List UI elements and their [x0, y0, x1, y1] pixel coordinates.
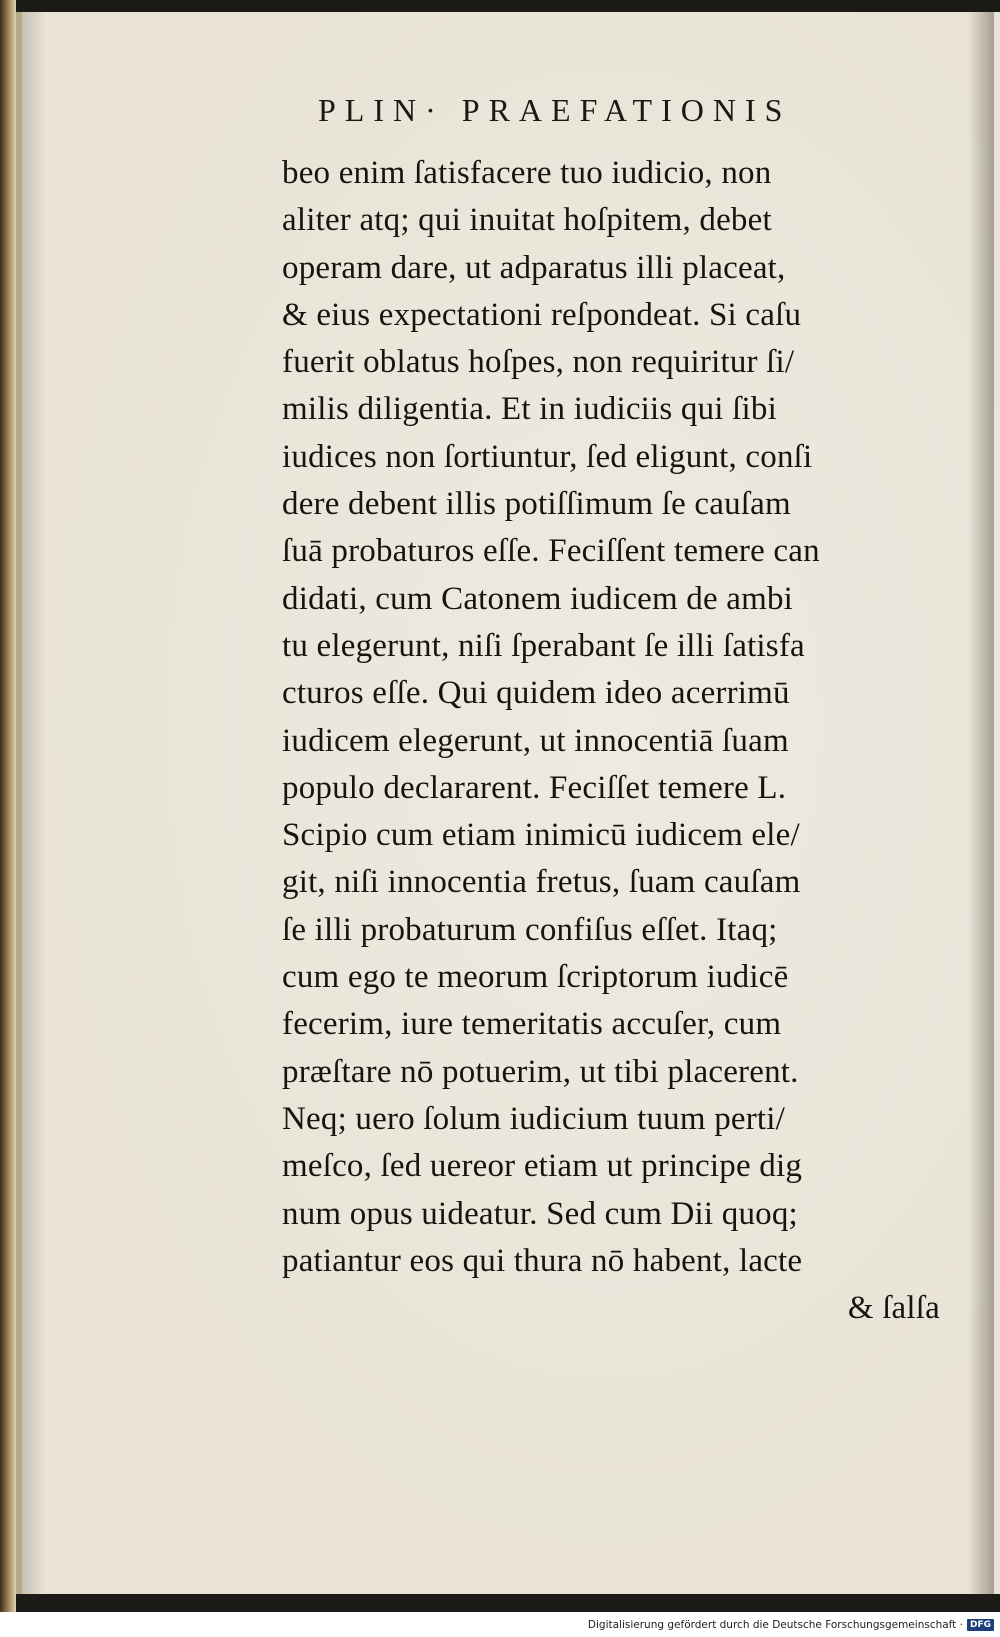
text-line: aliter atq; qui inuitat hoſpitem, debet — [282, 202, 772, 239]
text-line: dere debent illis potiſſimum ſe cauſam — [282, 486, 791, 523]
dfg-logo-icon: DFG — [967, 1619, 994, 1631]
text-line: cturos eſſe. Qui quidem ideo acerrimū — [282, 675, 790, 712]
text-line: iudices non ſortiuntur, ſed eligunt, conſi — [282, 438, 813, 475]
text-line: Scipio cum etiam inimicū iudicem ele/ — [282, 817, 800, 854]
text-line: patiantur eos qui thura nō habent, lacte — [282, 1242, 803, 1279]
text-line: & eius expectationi reſpondeat. Si caſu — [282, 296, 802, 333]
text-line: meſco, ſed uereor etiam ut principe dig — [282, 1148, 803, 1185]
credit-text: Digitalisierung gefördert durch die Deutsche Forschungsgemeinschaft · — [587, 1619, 963, 1631]
digitization-credit — [588, 1616, 994, 1634]
text-line: ſuā probaturos eſſe. Feciſſent temere can — [282, 533, 820, 570]
text-line: num opus uideatur. Sed cum Dii quoq; — [282, 1195, 798, 1232]
page-right-edge-shadow — [968, 12, 994, 1594]
text-line: milis diligentia. Et in iudiciis qui ſibi — [282, 391, 777, 428]
text-line: operam dare, ut adparatus illi placeat, — [282, 249, 786, 286]
book-spine-edge — [0, 0, 16, 1612]
text-line: populo declararent. Feciſſet temere L. — [282, 769, 787, 806]
text-line: didati, cum Catonem iudicem de ambi — [282, 580, 794, 617]
text-line: Neq; uero ſolum iudicium tuum perti/ — [282, 1100, 786, 1137]
text-line: præſtare nō potuerim, ut tibi placerent. — [282, 1053, 799, 1090]
text-line: iudicem elegerunt, ut innocentiā ſuam — [282, 722, 789, 759]
text-line: git, niſi innocentia fretus, ſuam cauſam — [282, 864, 801, 901]
body-text — [282, 150, 952, 1332]
text-line: cum ego te meorum ſcriptorum iudicē — [282, 959, 789, 996]
text-line: beo enim ſatisfacere tuo iudicio, non — [282, 155, 772, 191]
text-line: tu elegerunt, niſi ſperabant ſe illi ſatisfa — [282, 627, 805, 664]
catchword: & ſalſa — [847, 1290, 940, 1327]
text-line: fuerit oblatus hoſpes, non requiritur ſi/ — [282, 344, 795, 381]
running-head: PLIN· PRAEFATIONIS — [318, 92, 792, 128]
text-line: ſe illi probaturum confiſus eſſet. Itaq; — [282, 911, 778, 948]
text-line: fecerim, iure temeritatis accuſer, cum — [282, 1006, 782, 1043]
